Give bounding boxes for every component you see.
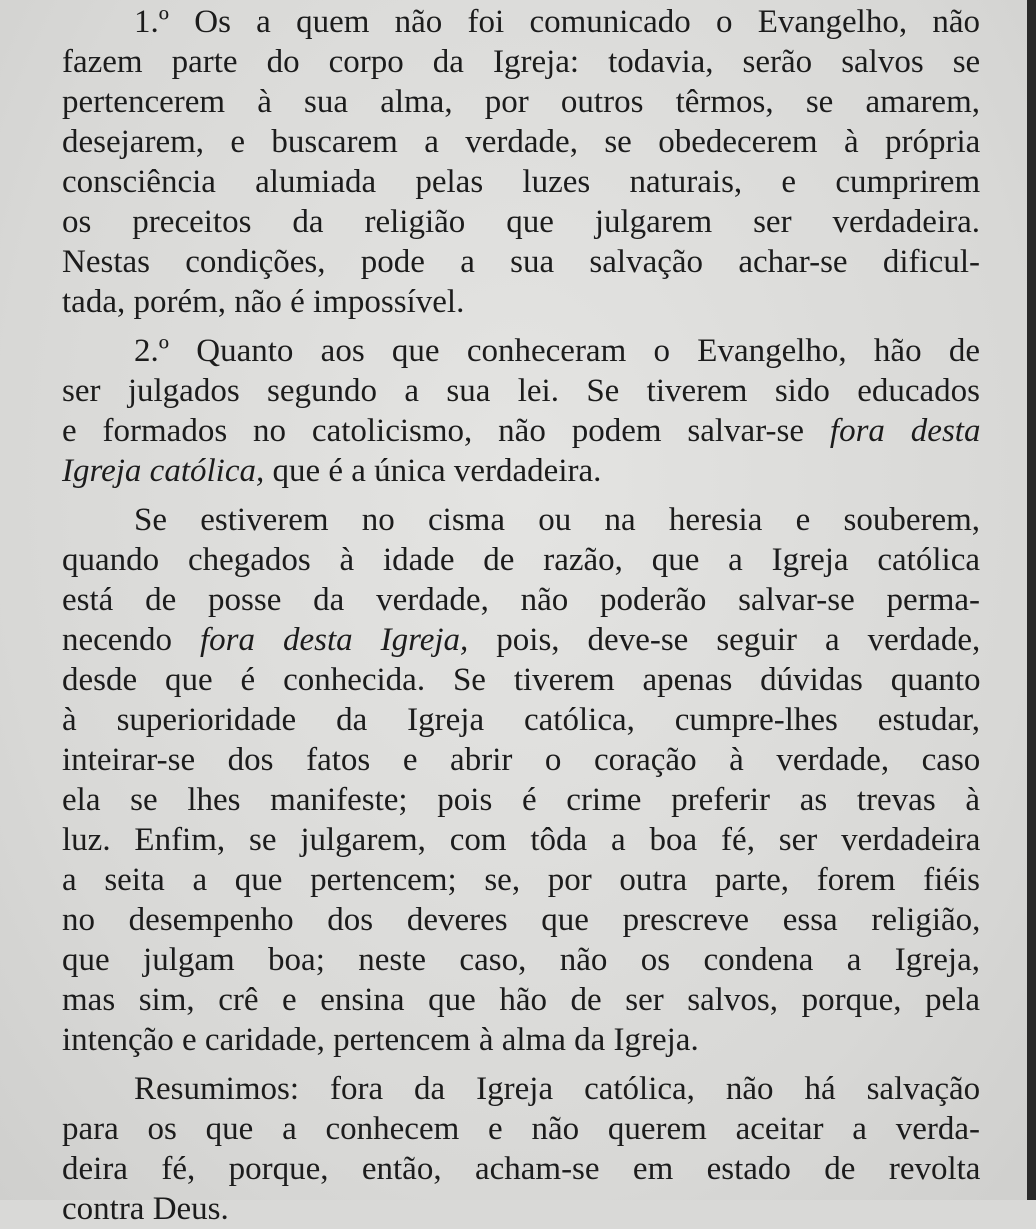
text-line: 1.º Os a quem não foi comunicado o Evangelho, não bbox=[134, 4, 980, 40]
paragraph-2 bbox=[62, 331, 980, 491]
text-line: ser julgados segundo a sua lei. Se tiverem sido educados bbox=[62, 373, 980, 409]
text-line: quando chegados à idade de razão, que a Igreja católica bbox=[62, 542, 980, 578]
text-line: deira fé, porque, então, acham-se em estado de revolta bbox=[62, 1151, 981, 1187]
paragraph-3 bbox=[62, 500, 980, 1060]
text-line: à superioridade da Igreja católica, cumpre-lhes estudar, bbox=[62, 702, 981, 738]
page-body bbox=[62, 2, 980, 1229]
text-line: consciência alumiada pelas luzes naturais, e cumprirem bbox=[62, 164, 981, 200]
text-run: e formados no catolicismo, não podem salvar-se bbox=[62, 413, 830, 449]
text-line: desejarem, e buscarem a verdade, se obedecerem à própria bbox=[62, 124, 981, 160]
text-line: 2.º Quanto aos que conheceram o Evangelho, hão de bbox=[134, 333, 980, 369]
text-run: pois, deve-se seguir a verdade, bbox=[468, 622, 981, 658]
paragraph-4 bbox=[62, 1069, 980, 1229]
text-line: luz. Enfim, se julgarem, com tôda a boa fé, ser verdadeira bbox=[62, 822, 981, 858]
text-line: pertencerem à sua alma, por outros têrmos, se amarem, bbox=[62, 84, 980, 120]
text-line: no desempenho dos deveres que prescreve essa religião, bbox=[62, 902, 981, 938]
text-line: desde que é conhecida. Se tiverem apenas dúvidas quanto bbox=[62, 662, 981, 698]
text-run: que é a única verdadeira. bbox=[264, 453, 602, 489]
text-line: intenção e caridade, pertencem à alma da Igreja. bbox=[62, 1022, 699, 1058]
italic-phrase: fora desta bbox=[829, 413, 981, 449]
paragraph-1 bbox=[62, 2, 980, 322]
text-line: Nestas condições, pode a sua salvação achar-se dificul- bbox=[62, 244, 980, 280]
text-line: está de posse da verdade, não poderão salvar-se perma- bbox=[62, 582, 980, 618]
text-line: a seita a que pertencem; se, por outra parte, forem fiéis bbox=[62, 862, 980, 898]
text-line: tada, porém, não é impossível. bbox=[62, 284, 465, 320]
text-run: necendo bbox=[62, 622, 200, 658]
text-line: mas sim, crê e ensina que hão de ser salvos, porque, pela bbox=[62, 982, 980, 1018]
text-line: fazem parte do corpo da Igreja: todavia, serão salvos se bbox=[62, 44, 981, 80]
text-line: ela se lhes manifeste; pois é crime preferir as trevas à bbox=[62, 782, 980, 818]
text-line bbox=[62, 411, 980, 451]
text-line bbox=[62, 451, 980, 491]
text-line: inteirar-se dos fatos e abrir o coração à verdade, caso bbox=[62, 742, 981, 778]
text-line: Se estiverem no cisma ou na heresia e souberem, bbox=[134, 502, 981, 538]
text-line: para os que a conhecem e não querem aceitar a verda- bbox=[62, 1111, 980, 1147]
text-line: os preceitos da religião que julgarem ser verdadeira. bbox=[62, 204, 981, 240]
text-line: Resumimos: fora da Igreja católica, não há salvação bbox=[134, 1071, 981, 1107]
text-line: contra Deus. bbox=[62, 1191, 229, 1227]
page-edge-shadow bbox=[1027, 0, 1036, 1200]
text-line: que julgam boa; neste caso, não os condena a Igreja, bbox=[62, 942, 980, 978]
italic-phrase: Igreja católica, bbox=[62, 453, 265, 489]
text-line bbox=[62, 620, 980, 660]
italic-phrase: fora desta Igreja, bbox=[199, 622, 469, 658]
